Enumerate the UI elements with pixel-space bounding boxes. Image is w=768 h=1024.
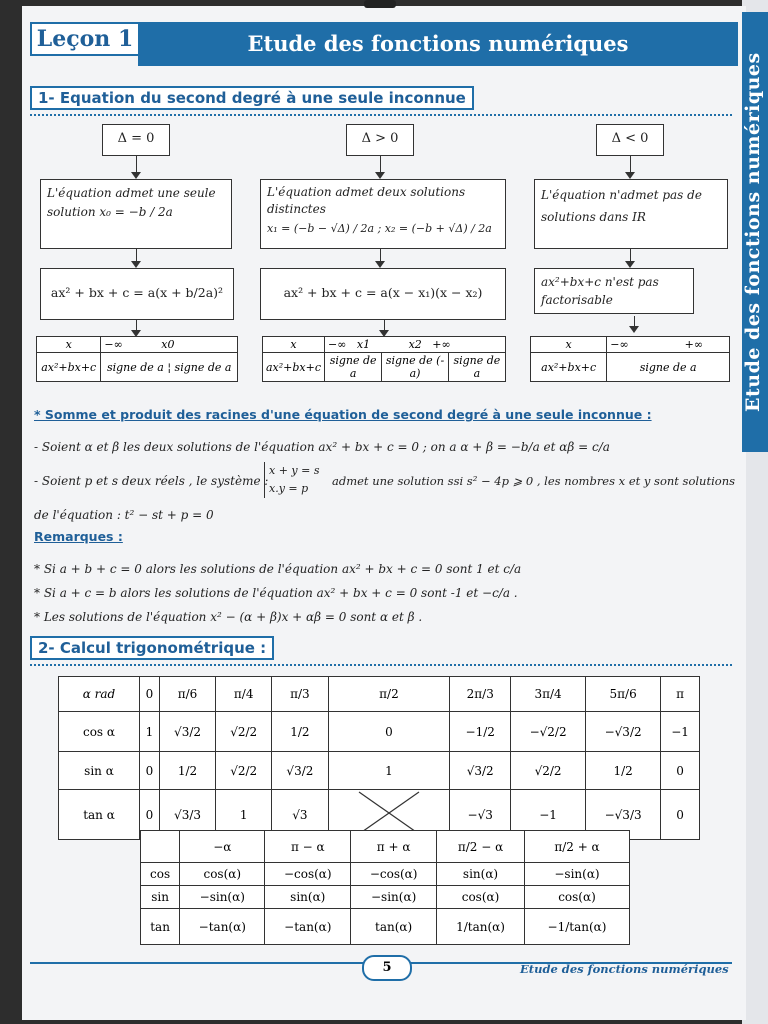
cell: −√3/3 [586, 790, 661, 840]
cell: 1/2 [159, 752, 215, 790]
page-title: Etude des fonctions numériques [138, 22, 738, 66]
corner-cell: α rad [59, 677, 140, 712]
cell: −√3/2 [586, 712, 661, 752]
cell: √3/2 [450, 752, 511, 790]
cell: signe de a [448, 353, 505, 382]
delta-zero-box: Δ = 0 [102, 124, 170, 156]
cell: √3/3 [159, 790, 215, 840]
cell: x [37, 337, 101, 353]
somme-line1: - Soient α et β les deux solutions de l'équation ax² + bx + c = 0 ; on a α + β = −b/a et αβ = c/a [34, 440, 610, 454]
cell: −√3 [450, 790, 511, 840]
system-eq2: x.y = p [269, 482, 309, 495]
system-eq1: x + y = s [269, 464, 320, 477]
angle-header: π/6 [159, 677, 215, 712]
cell: 1 [328, 752, 450, 790]
row-label: tan α [59, 790, 140, 840]
somme-line2a: - Soient p et s deux réels , le système : [34, 474, 269, 488]
cell: √3 [272, 790, 328, 840]
cell: cos(α) [524, 886, 629, 909]
header-cell: π/2 − α [437, 831, 525, 863]
cell: signe de a [607, 353, 730, 382]
cell: √2/2 [216, 752, 272, 790]
cell: 0 [661, 790, 700, 840]
factor-box-delta-positive: ax² + bx + c = a(x − x₁)(x − x₂) [260, 268, 506, 320]
cell: ax²+bx+c [531, 353, 607, 382]
cell: −sin(α) [524, 863, 629, 886]
angle-header: π/4 [216, 677, 272, 712]
statement-box-delta-zero [40, 179, 232, 249]
header-cell: π + α [351, 831, 437, 863]
cell: 1/2 [272, 712, 328, 752]
cell: cos(α) [180, 863, 265, 886]
angle-header: 5π/6 [586, 677, 661, 712]
factor-box-delta-negative: ax²+bx+c n'est pas factorisable [534, 268, 694, 314]
cell: −1/2 [450, 712, 511, 752]
trig-values-table [58, 676, 700, 840]
cell: cos(α) [437, 886, 525, 909]
header-cell: π/2 + α [524, 831, 629, 863]
divider [30, 664, 732, 666]
cell: 0 [140, 790, 160, 840]
cell: −cos(α) [265, 863, 351, 886]
side-title: Etude des fonctions numériques [742, 12, 768, 452]
footer-title: Etude des fonctions numériques [520, 962, 729, 976]
angle-header: 3π/4 [511, 677, 586, 712]
sign-table-delta-zero [36, 336, 238, 382]
sign-table-delta-positive [262, 336, 506, 382]
roots-formula: x₁ = (−b − √Δ) / 2a ; x₂ = (−b + √Δ) / 2a [267, 222, 492, 235]
cell: ax²+bx+c [37, 353, 101, 382]
statement-text: L'équation admet une seule solution x₀ = −b / 2a [47, 186, 216, 219]
row-label: sin α [59, 752, 140, 790]
lesson-label: Leçon 1 [30, 22, 140, 56]
divider [30, 114, 732, 116]
row-label: tan [141, 909, 180, 945]
delta-negative-box: Δ < 0 [596, 124, 664, 156]
cell: signe de a [325, 353, 382, 382]
cell: 0 [140, 752, 160, 790]
cell: −sin(α) [351, 886, 437, 909]
remarque-2: * Si a + c = b alors les solutions de l'équation ax² + bx + c = 0 sont -1 et −c/a . [34, 586, 518, 600]
cell: 1 [216, 790, 272, 840]
cell: 1/tan(α) [437, 909, 525, 945]
cell: −1 [661, 712, 700, 752]
cell: tan(α) [351, 909, 437, 945]
somme-heading: * Somme et produit des racines d'une équation de second degré à une seule inconnue : [34, 407, 652, 422]
sign-table-delta-negative [530, 336, 730, 382]
cell: sin(α) [437, 863, 525, 886]
angle-header: 0 [140, 677, 160, 712]
cell: signe de a ¦ signe de a [101, 353, 238, 382]
cell: −√2/2 [511, 712, 586, 752]
angle-header: π/3 [272, 677, 328, 712]
cell: −∞ +∞ [607, 337, 730, 353]
system [264, 462, 319, 498]
section1-heading: 1- Equation du second degré à une seule inconnue [30, 86, 474, 110]
cell: √2/2 [216, 712, 272, 752]
cell: signe de (-a) [382, 353, 449, 382]
cell: −sin(α) [180, 886, 265, 909]
cell: −cos(α) [351, 863, 437, 886]
cell: −tan(α) [265, 909, 351, 945]
somme-line2b: admet une solution ssi s² − 4p ⩾ 0 , les nombres x et y sont solutions [332, 474, 735, 488]
remarque-3: * Les solutions de l'équation x² − (α + β)x + αβ = 0 sont α et β . [34, 610, 423, 624]
angle-header: π/2 [328, 677, 450, 712]
cell: √3/2 [272, 752, 328, 790]
cell: √2/2 [511, 752, 586, 790]
cell: 0 [328, 712, 450, 752]
angle-header: 2π/3 [450, 677, 511, 712]
cell: −∞ x0 [101, 337, 238, 353]
angle-header: π [661, 677, 700, 712]
factor-box-delta-zero: ax² + bx + c = a(x + b/2a)² [40, 268, 234, 320]
statement-text: L'équation admet deux solutions distinctes [267, 185, 466, 216]
reduction-table [140, 830, 630, 945]
header-cell: −α [180, 831, 265, 863]
cell: x [263, 337, 325, 353]
page-number: 5 [362, 955, 412, 981]
remarques-heading: Remarques : [34, 529, 123, 544]
cell: ax²+bx+c [263, 353, 325, 382]
remarque-1: * Si a + b + c = 0 alors les solutions de l'équation ax² + bx + c = 0 sont 1 et c/a [34, 562, 522, 576]
row-label: cos [141, 863, 180, 886]
cell: sin(α) [265, 886, 351, 909]
statement-box-delta-negative [534, 179, 728, 249]
binder-clip [364, 0, 396, 8]
cell: −1 [511, 790, 586, 840]
cell: 1/2 [586, 752, 661, 790]
delta-positive-box: Δ > 0 [346, 124, 414, 156]
cell: −1/tan(α) [524, 909, 629, 945]
header-cell [141, 831, 180, 863]
header-cell: π − α [265, 831, 351, 863]
cell: −∞ x1 x2 +∞ [325, 337, 506, 353]
section2-heading: 2- Calcul trigonométrique : [30, 636, 274, 660]
cell: −tan(α) [180, 909, 265, 945]
cell: 1 [140, 712, 160, 752]
somme-line3: de l'équation : t² − st + p = 0 [34, 508, 214, 522]
cell: 0 [661, 752, 700, 790]
row-label: sin [141, 886, 180, 909]
statement-box-delta-positive [260, 179, 506, 249]
cell: x [531, 337, 607, 353]
cell: √3/2 [159, 712, 215, 752]
row-label: cos α [59, 712, 140, 752]
statement-text: L'équation n'admet pas de solutions dans IR [541, 188, 702, 224]
